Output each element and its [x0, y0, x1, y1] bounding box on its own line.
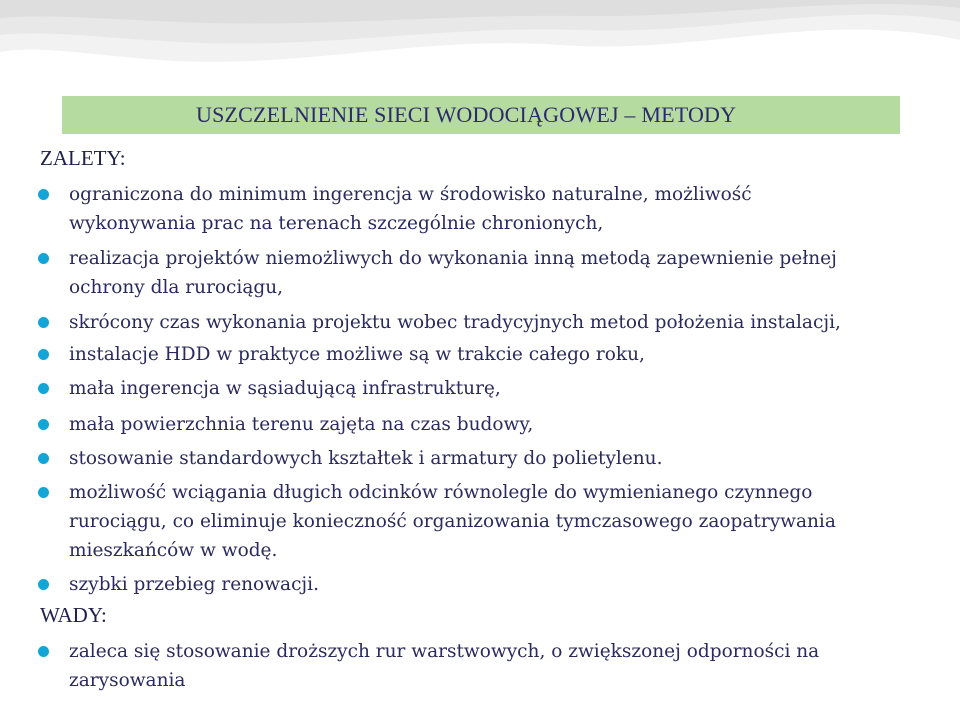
advantage-item-line: możliwość wciągania długich odcinków równolegle do wymienianego czynnego	[69, 482, 813, 503]
advantage-item-line: realizacja projektów niemożliwych do wykonania inną metodą zapewnienie pełnej	[69, 248, 837, 269]
advantage-item-line: mieszkańców w wodę.	[69, 540, 278, 561]
advantage-item-line: mała ingerencja w sąsiadującą infrastrukturę,	[69, 378, 501, 399]
advantage-item	[69, 478, 919, 565]
bullet-dot	[38, 253, 49, 264]
advantage-item	[69, 570, 919, 599]
slide-title: USZCZELNIENIE SIECI WODOCIĄGOWEJ – METODY	[196, 102, 737, 127]
bullet-dot	[38, 189, 49, 200]
advantage-item-line: wykonywania prac na terenach szczególnie chronionych,	[69, 213, 604, 234]
advantage-item-line: mała powierzchnia terenu zajęta na czas budowy,	[69, 414, 534, 435]
advantage-item	[69, 308, 919, 337]
advantages-heading: ZALETY:	[40, 146, 126, 170]
bullet-dot	[38, 383, 49, 394]
decorative-top-wave	[0, 0, 960, 100]
advantage-item-line: instalacje HDD w praktyce możliwe są w trakcie całego roku,	[69, 344, 645, 365]
bullet-dot	[38, 349, 49, 360]
advantage-item	[69, 374, 919, 403]
bullet-dot	[38, 487, 49, 498]
advantage-item	[69, 444, 919, 473]
bullet-dot	[38, 646, 49, 657]
bullet-dot	[38, 419, 49, 430]
bullet-dot	[38, 317, 49, 328]
disadvantages-heading: WADY:	[40, 603, 107, 627]
advantage-item-line: ochrony dla rurociągu,	[69, 277, 283, 298]
advantage-item	[69, 340, 919, 369]
advantage-item-line: rurociągu, co eliminuje konieczność organizowania tymczasowego zaopatrywania	[69, 511, 836, 532]
advantage-item-line: skrócony czas wykonania projektu wobec tradycyjnych metod położenia instalacji,	[69, 312, 841, 333]
bullet-dot	[38, 453, 49, 464]
advantage-item-line: szybki przebieg renowacji.	[69, 574, 319, 595]
advantage-item	[69, 180, 919, 238]
disadvantage-item-line: zaleca się stosowanie droższych rur warstwowych, o zwiększonej odporności na	[69, 641, 820, 662]
bullet-dot	[38, 579, 49, 590]
advantage-item-line: stosowanie standardowych kształtek i armatury do polietylenu.	[69, 448, 663, 469]
disadvantage-item	[69, 637, 919, 695]
advantage-item	[69, 410, 919, 439]
advantage-item	[69, 244, 919, 302]
disadvantage-item-line: zarysowania	[69, 670, 186, 691]
advantage-item-line: ograniczona do minimum ingerencja w środowisko naturalne, możliwość	[69, 184, 752, 205]
